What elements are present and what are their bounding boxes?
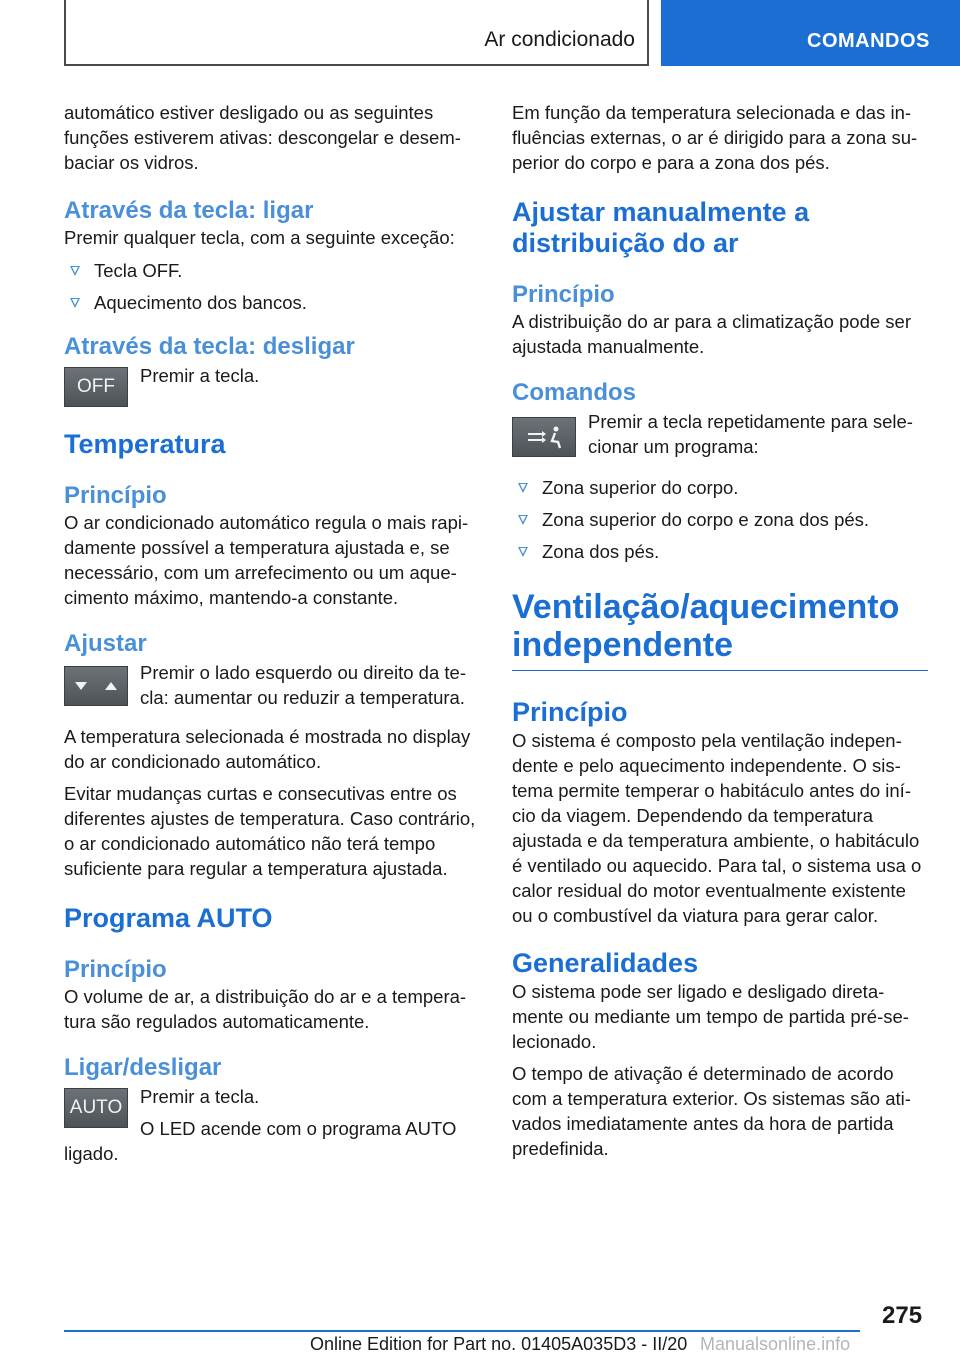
heading-ventilacao: Ventilação/aquecimento independente <box>512 588 928 671</box>
footer-rule <box>64 1330 860 1332</box>
auto-key-row <box>64 1084 479 1166</box>
header-frame <box>64 0 649 66</box>
list-item: Zona superior do corpo. <box>512 475 928 500</box>
list-item: Tecla OFF. <box>64 258 479 283</box>
paragraph: Premir a tecla. <box>140 365 260 386</box>
temperature-rocker-icon <box>64 666 128 706</box>
heading-principio: Princípio <box>64 482 167 509</box>
off-key-icon: OFF <box>64 367 128 407</box>
heading-principio: Princípio <box>512 281 615 308</box>
auto-key-icon: AUTO <box>64 1088 128 1128</box>
edition-note: Online Edition for Part no. 01405A035D3 - II/20 <box>310 1334 688 1354</box>
paragraph: Evitar mudanças curtas e consecutivas entre os diferentes ajustes de temperatura. Caso contrário, o ar condicionado automático não terá tempo suficiente para regular a temperatura ajustada. <box>64 783 476 879</box>
paragraph: A temperatura selecionada é mostrada no display do ar condicionado automático. <box>64 726 471 772</box>
paragraph: automático estiver desligado ou as seguintes funções estiverem ativas: descongelar e desembaciar os vidros. <box>64 102 461 173</box>
arrow-down-icon <box>75 682 87 690</box>
heading-principio: Princípio <box>512 697 628 727</box>
right-column <box>512 100 928 1168</box>
list-ligar <box>64 258 479 315</box>
heading-desligar: Através da tecla: desligar <box>64 333 355 360</box>
heading-temperatura: Temperatura <box>64 429 226 459</box>
paragraph: O sistema pode ser ligado e desligado diretamente ou mediante um tempo de partida pré-selecionado. <box>512 981 909 1052</box>
paragraph: Em função da temperatura selecionada e das influências externas, o ar é dirigido para a zona superior do corpo e para a zona dos pés. <box>512 102 918 173</box>
paragraph: Premir a tecla. <box>140 1086 260 1107</box>
paragraph: O volume de ar, a distribuição do ar e a temperatura são regulados automaticamente. <box>64 986 467 1032</box>
heading-comandos: Comandos <box>512 379 637 406</box>
heading-ligar-desligar: Ligar/desligar <box>64 1054 222 1081</box>
watermark: Manualsonline.info <box>700 1334 851 1354</box>
chapter-tab <box>661 0 960 66</box>
heading-ajustar: Ajustar <box>64 630 147 657</box>
paragraph: A distribuição do ar para a climatização pode ser ajustada manualmente. <box>512 311 911 357</box>
temp-key-row <box>64 660 479 710</box>
section-title: Ar condicionado <box>484 28 635 51</box>
paragraph: O tempo de ativação é determinado de acordo com a temperatura exterior. Os sistemas são ativados imediatamente antes da hora de partida predefinida. <box>512 1063 911 1159</box>
triangle-bullet-icon <box>518 483 528 493</box>
left-column <box>64 100 479 1166</box>
triangle-bullet-icon <box>518 547 528 557</box>
heading-generalidades: Generalidades <box>512 948 699 978</box>
heading-principio: Princípio <box>64 956 167 983</box>
paragraph: Premir qualquer tecla, com a seguinte exceção: <box>64 227 455 248</box>
heading-programa-auto: Programa AUTO <box>64 903 273 933</box>
triangle-bullet-icon <box>70 266 80 276</box>
list-item: Aquecimento dos bancos. <box>64 290 479 315</box>
air-distribution-key-icon <box>512 417 576 457</box>
page-number: 275 <box>882 1302 923 1329</box>
paragraph: Premir a tecla repetidamente para selecionar um programa: <box>588 411 913 457</box>
list-item: Zona dos pés. <box>512 539 928 564</box>
paragraph: Premir o lado esquerdo ou direito da tecla: aumentar ou reduzir a temperatura. <box>140 662 467 708</box>
heading-ligar: Através da tecla: ligar <box>64 197 314 224</box>
list-item: Zona superior do corpo e zona dos pés. <box>512 507 928 532</box>
chapter-tab-label: COMANDOS <box>807 30 930 52</box>
triangle-bullet-icon <box>518 515 528 525</box>
paragraph: O sistema é composto pela ventilação independente e pelo aquecimento independente. O sistema permite temperar o habitáculo antes do início da viagem. Dependendo da temperatura ajustada e da temperatura ambiente, o habitáculo é ventilado ou aquecido. Para tal, o sistema usa o calor residual do motor eventualmente existente ou o combustível da viatura para gerar calor. <box>512 730 922 926</box>
paragraph: O LED acende com o programa AUTO ligado. <box>64 1118 457 1164</box>
paragraph: O ar condicionado automático regula o mais rapidamente possível a temperatura ajustada e, se necessário, com um arrefecimento ou um aquecimento máximo, mantendo-a constante. <box>64 512 469 608</box>
off-key-row <box>64 363 479 405</box>
seat-airflow-icon <box>522 424 566 450</box>
arrow-up-icon <box>105 682 117 690</box>
triangle-bullet-icon <box>70 298 80 308</box>
list-comandos <box>512 475 928 564</box>
heading-ajustar-manualmente: Ajustar manualmente a distribuição do ar <box>512 197 810 258</box>
distribution-key-row <box>512 409 928 459</box>
